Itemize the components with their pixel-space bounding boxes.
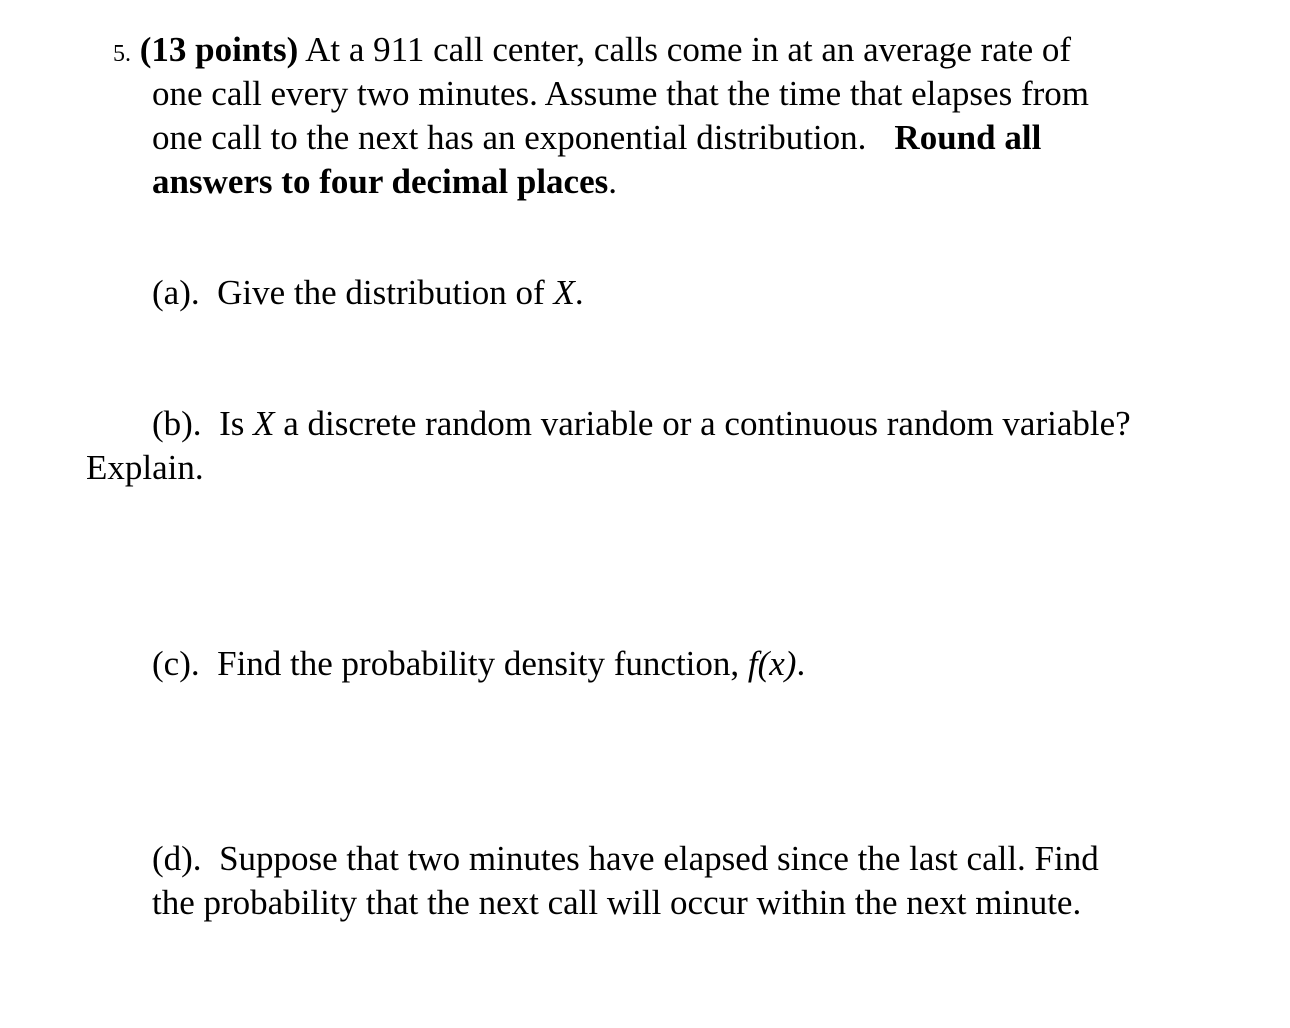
part-d-line-1: [152, 837, 1099, 881]
part-b-explain: Explain.: [86, 448, 204, 487]
question-line-2: [152, 72, 1089, 116]
part-b-line-1: [152, 402, 1131, 446]
part-a-text: Give the distribution of: [217, 273, 545, 312]
question-number: 5.: [113, 41, 131, 67]
part-c: [152, 642, 805, 686]
part-d-text-1: Suppose that two minutes have elapsed since the last call. Find: [219, 839, 1099, 878]
instruction-part-1: Round all: [894, 118, 1042, 157]
question-line-3: [152, 116, 1041, 160]
question-points: (13 points): [139, 30, 299, 69]
part-c-end: .: [796, 644, 806, 683]
part-d-label: (d).: [152, 839, 202, 878]
part-a-label: (a).: [152, 273, 200, 312]
part-c-text: Find the probability density function,: [217, 644, 740, 683]
part-b-line-2: [86, 446, 204, 490]
part-a-end: .: [574, 273, 584, 312]
part-b-label: (b).: [152, 404, 202, 443]
instruction-part-2: answers to four decimal places: [152, 162, 609, 201]
part-c-function: f(x): [747, 644, 797, 683]
part-b-text-post: a discrete random variable or a continuous random variable?: [283, 404, 1131, 443]
question-intro-1: At a 911 call center, calls come in at an average rate of: [305, 30, 1072, 69]
part-a-variable: X: [553, 273, 575, 312]
part-d-text-2: the probability that the next call will occur within the next minute.: [152, 883, 1082, 922]
part-b-text-pre: Is: [219, 404, 245, 443]
part-c-label: (c).: [152, 644, 200, 683]
instruction-period: .: [608, 162, 617, 201]
question-intro-3: one call to the next has an exponential distribution.: [152, 118, 867, 157]
part-b-variable: X: [253, 404, 275, 443]
part-d-line-2: [152, 881, 1081, 925]
question-line-4: [152, 160, 617, 204]
question-line-1: [113, 28, 1071, 76]
question-intro-2: one call every two minutes. Assume that the time that elapses from: [152, 74, 1089, 113]
part-a: [152, 271, 584, 315]
